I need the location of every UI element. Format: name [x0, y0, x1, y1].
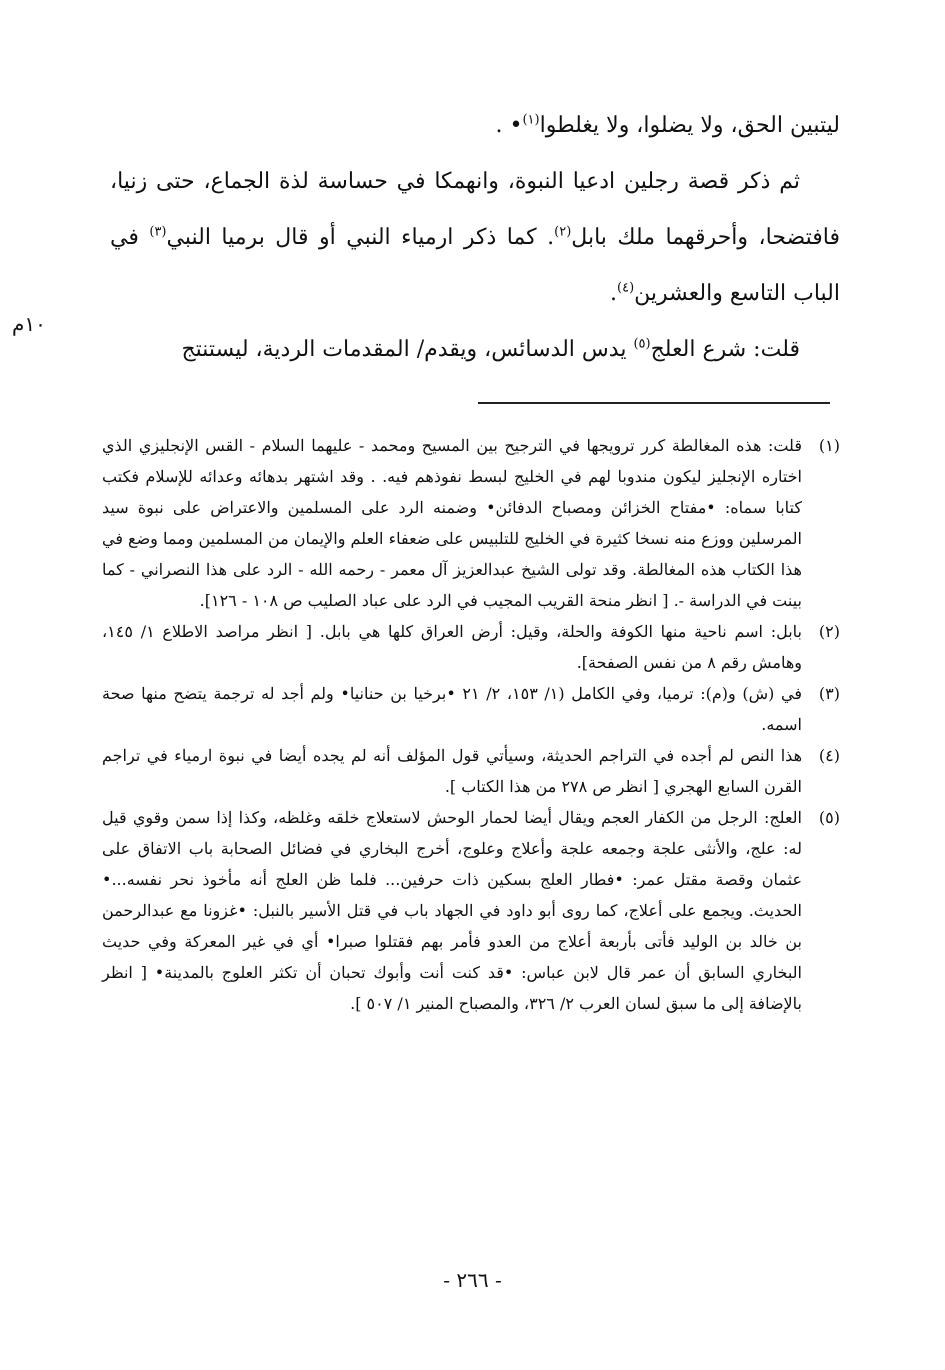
footnote-ref-1: (١)	[522, 112, 540, 128]
footnote-separator	[478, 402, 830, 404]
footnote-number: (١)	[818, 436, 840, 455]
main-paragraph-3: قلت: شرع العلج$^{(٥)}$ يدس الدسائس، ويقدم/ المقدمات الردية، ليستنتج	[181, 336, 800, 362]
footnote	[102, 678, 840, 740]
page-number: - ٢٦٦ -	[443, 1268, 502, 1292]
footnotes	[102, 430, 840, 1019]
footnote-text: بابل: اسم ناحية منها الكوفة والحلة، وقيل: أرض العراق كلها هي بابل. [ انظر مراصد الاطلاع ١/ ١٤٥، وهامش رقم ٨ من نفس الصفحة].	[102, 622, 802, 672]
footnote-ref-4: (٤)	[617, 280, 635, 296]
footnote	[102, 616, 840, 678]
footnote-ref-2: (٢)	[554, 224, 572, 240]
footnote-text: العلج: الرجل من الكفار العجم ويقال أيضا لحمار الوحش لاستعلاج خلقه وغلظه، وكذا إذا سمن وقوي قيل له: علج، والأنثى علجة وجمعه علجة وأعلاج وعلوج، أخرج البخاري في فضائل الصحابة باب الاتفاق على عثمان وقصة مقتل عمر: •فطار العلج بسكين ذات حرفين... فلما ظن العلج أنه مأخوذ نحر نفسه...• الحديث. ويجمع على أعلاج، كما روى أبو داود في الجهاد باب في قتل الأسير بالنبل: •غزونا مع عبدالرحمن بن خالد بن الوليد فأتى بأربعة أعلاج من العدو فأمر بهم فقتلوا صبرا• أي في غير المعركة وفي حديث البخاري السابق أن عمر قال لابن عباس: •قد كنت أنت وأبوك تحبان أن تكثر العلوج بالمدينة• [ انظر بالإضافة إلى ما سبق لسان العرب ٢/ ٣٢٦، والمصباح المنير ١/ ٥٠٧ ].	[102, 808, 802, 1013]
footnote-number: (٥)	[818, 808, 840, 827]
footnote-text: هذا النص لم أجده في التراجم الحديثة، وسيأتي قول المؤلف أنه لم يجده أيضا في نبوة ارمياء في تراجم القرن السابع الهجري [ انظر ص ٢٧٨ من هذا الكتاب ].	[102, 746, 803, 796]
footnote	[102, 740, 840, 802]
footnote-number: (٤)	[818, 746, 841, 765]
manuscript-margin-note: ١٠م	[12, 312, 46, 336]
main-line-1: ليتبين الحق، ولا يضلوا، ولا يغلطوا$^{(١)}$• .	[495, 112, 840, 138]
footnote-ref-5: (٥)	[633, 336, 651, 352]
footnote-number: (٢)	[818, 622, 840, 641]
footnote-text: في (ش) و(م): ترميا، وفي الكامل (١/ ١٥٣، ٢/ ٢١ •برخيا بن حنانيا• ولم أجد له ترجمة يتضح منها صحة اسمه.	[102, 684, 803, 734]
footnote-text: قلت: هذه المغالطة كرر ترويجها في الترجيح بين المسيح ومحمد - عليهما السلام - القس الإنجليزي الذي اختاره الإنجليز ليكون مندوبا لهم في الخليج لبسط نفوذهم فيه. . وقد اشتهر بدهائه وعدائه للإسلام فكتب كتابا سماه: •مفتاح الخزائن ومصباح الدفائن• وضمنه الرد على المسلمين والاعتراض على نبوة سيد المرسلين ووزع منه نسخا كثيرة في الخليج للتلبيس على ضعفاء العلم والإيمان من المسلمين ومما وضع في هذا الكتاب هذه المغالطة. وقد تولى الشيخ عبدالعزيز آل معمر - رحمه الله - الرد على هذا النصراني - كما بينت في الدراسة -. [ انظر منحة القريب المجيب في الرد على عباد الصليب ص ١٠٨ - ١٢٦].	[101, 436, 803, 610]
footnote	[102, 430, 840, 616]
main-text	[110, 98, 840, 378]
footnote-ref-3: (٣)	[149, 224, 167, 240]
footnote-number: (٣)	[818, 684, 841, 703]
footnote	[102, 802, 840, 1019]
main-paragraph-2: ثم ذكر قصة رجلين ادعيا النبوة، وانهمكا في حساسة لذة الجماع، حتى زنيا، فافتضحا، وأحرقهما ملك بابل$^{(٢)}$. كما ذكر ارمياء النبي أو قال برميا النبي$^{(٣)}$ في الباب التاسع والعشرين$^{(٤)}$.	[110, 169, 840, 306]
